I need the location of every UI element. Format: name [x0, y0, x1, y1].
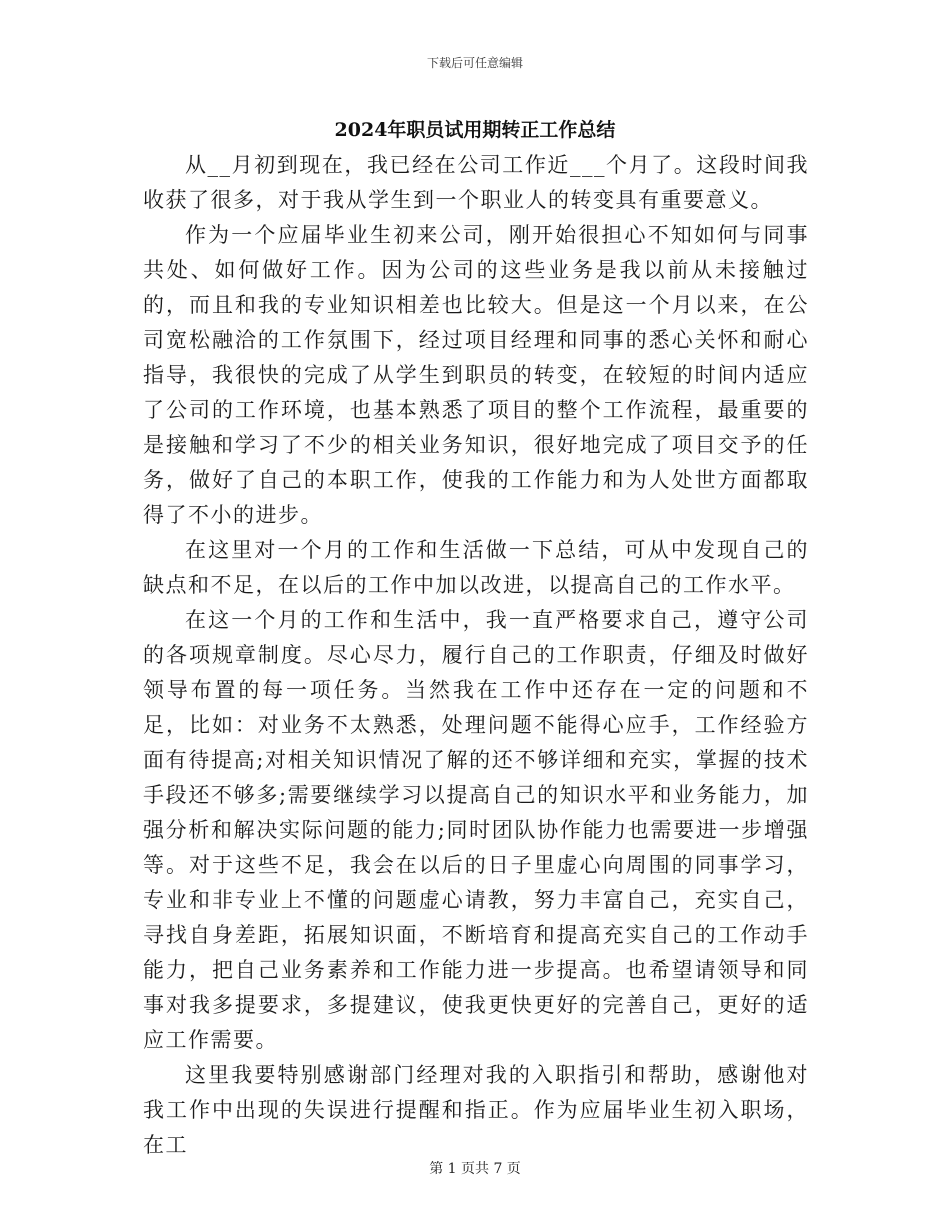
paragraph-2: 作为一个应届毕业生初来公司，刚开始很担心不知如何与同事共处、如何做好工作。因为公司的这些业务是我以前从未接触过的，而且和我的专业知识相差也比较大。但是这一个月以来，在公司宽松融洽的工作氛围下，经过项目经理和同事的悉心关怀和耐心指导，我很快的完成了从学生到职员的转变，在较短的时间内适应了公司的工作环境，也基本熟悉了项目的整个工作流程，最重要的是接触和学习了不少的相关业务知识，很好地完成了项目交予的任务，做好了自己的本职工作，使我的工作能力和为人处世方面都取得了不小的进步。 — [143, 223, 809, 527]
paragraph-4: 在这一个月的工作和生活中，我一直严格要求自己，遵守公司的各项规章制度。尽心尽力，履行自己的工作职责，仔细及时做好领导布置的每一项任务。当然我在工作中还存在一定的问题和不足，比如：对业务不太熟悉，处理问题不能得心应手，工作经验方面有待提高;对相关知识情况了解的还不够详细和充实，掌握的技术手段还不够多;需要继续学习以提高自己的知识水平和业务能力，加强分析和解决实际问题的能力;同时团队协作能力也需要进一步增强等。对于这些不足，我会在以后的日子里虚心向周围的同事学习，专业和非专业上不懂的问题虚心请教，努力丰富自己，充实自己，寻找自身差距，拓展知识面，不断培育和提高充实自己的工作动手能力，把自己业务素养和工作能力进一步提高。也希望请领导和同事对我多提要求，多提建议，使我更快更好的完善自己，更好的适应工作需要。 — [143, 608, 809, 1052]
document-body — [143, 148, 809, 1163]
page-number: 第 1 页共 7 页 — [429, 1161, 521, 1177]
paragraph-5: 这里我要特别感谢部门经理对我的入职指引和帮助，感谢他对我工作中出现的失误进行提醒和指正。作为应届毕业生初入职场，在工 — [143, 1063, 809, 1157]
paragraph-1: 从__月初到现在，我已经在公司工作近___个月了。这段时间我收获了很多，对于我从学生到一个职业人的转变具有重要意义。 — [143, 153, 809, 212]
header-note: 下载后可任意编辑 — [426, 56, 523, 70]
document-title: 2024年职员试用期转正工作总结 — [334, 119, 616, 141]
paragraph-3: 在这里对一个月的工作和生活做一下总结，可从中发现自己的缺点和不足，在以后的工作中加以改进，以提高自己的工作水平。 — [143, 538, 809, 597]
